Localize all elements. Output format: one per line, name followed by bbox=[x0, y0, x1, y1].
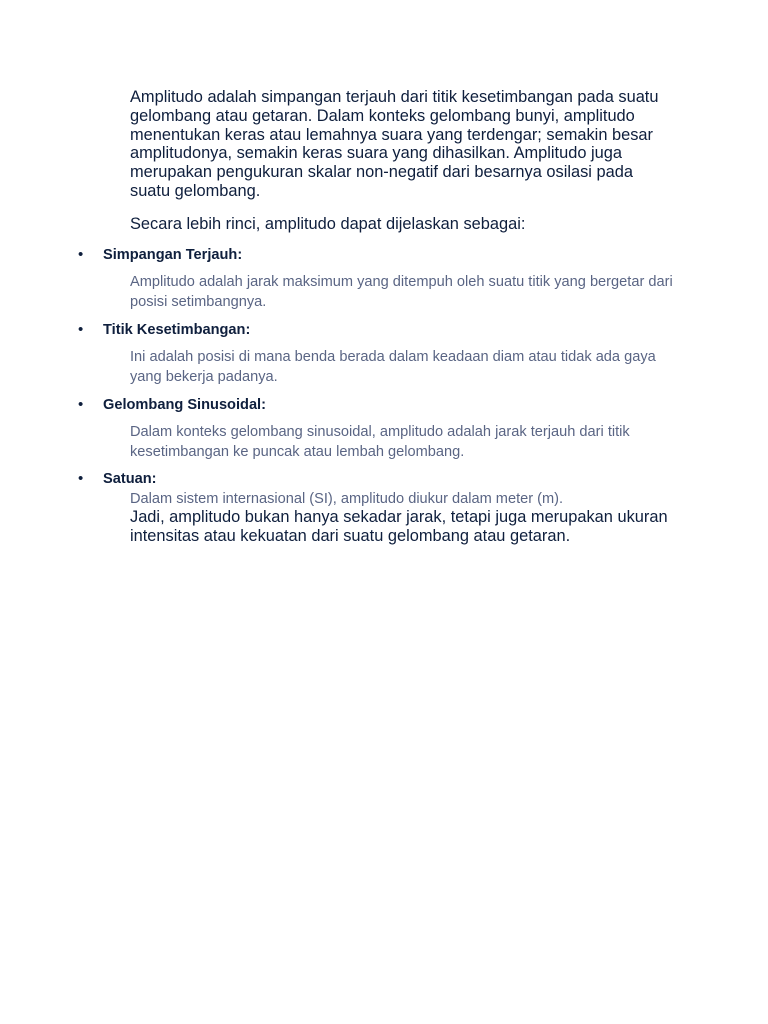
list-item-label: Simpangan Terjauh: bbox=[103, 247, 243, 263]
list-item-label: Gelombang Sinusoidal: bbox=[103, 397, 266, 413]
list-item-label: Satuan: bbox=[103, 471, 157, 487]
bullet-icon: • bbox=[78, 321, 84, 338]
bullet-icon: • bbox=[78, 396, 84, 413]
list-item-description: Ini adalah posisi di mana benda berada dalam keadaan diam atau tidak ada gaya yang bekerja padanya. bbox=[130, 349, 656, 385]
bullet-icon: • bbox=[78, 470, 84, 487]
list-item bbox=[78, 245, 678, 265]
intro-paragraph: Amplitudo adalah simpangan terjauh dari titik kesetimbangan pada suatu gelombang atau getaran. Dalam konteks gelombang bunyi, amplitudo menentukan keras atau lemahnya suara yang terdengar; semakin besar amplitudonya, semakin keras suara yang dihasilkan. Amplitudo juga merupakan pengukuran skalar non-negatif dari besarnya osilasi pada suatu gelombang. bbox=[130, 88, 659, 200]
list-item bbox=[78, 320, 678, 340]
closing-paragraph: Jadi, amplitudo bukan hanya sekadar jarak, tetapi juga merupakan ukuran intensitas atau kekuatan dari suatu gelombang atau getaran. bbox=[130, 508, 668, 545]
list-item-label: Titik Kesetimbangan: bbox=[103, 322, 251, 338]
list-item-description: Dalam sistem internasional (SI), amplitudo diukur dalam meter (m). bbox=[130, 491, 564, 507]
list-item bbox=[78, 395, 678, 415]
list-item-description: Dalam konteks gelombang sinusoidal, amplitudo adalah jarak terjauh dari titik kesetimbangan ke puncak atau lembah gelombang. bbox=[130, 424, 630, 460]
bullet-icon: • bbox=[78, 246, 84, 263]
list-item bbox=[78, 469, 678, 489]
lead-paragraph: Secara lebih rinci, amplitudo dapat dijelaskan sebagai: bbox=[130, 215, 526, 233]
list-item-description: Amplitudo adalah jarak maksimum yang ditempuh oleh suatu titik yang bergetar dari posisi setimbangnya. bbox=[130, 274, 673, 310]
